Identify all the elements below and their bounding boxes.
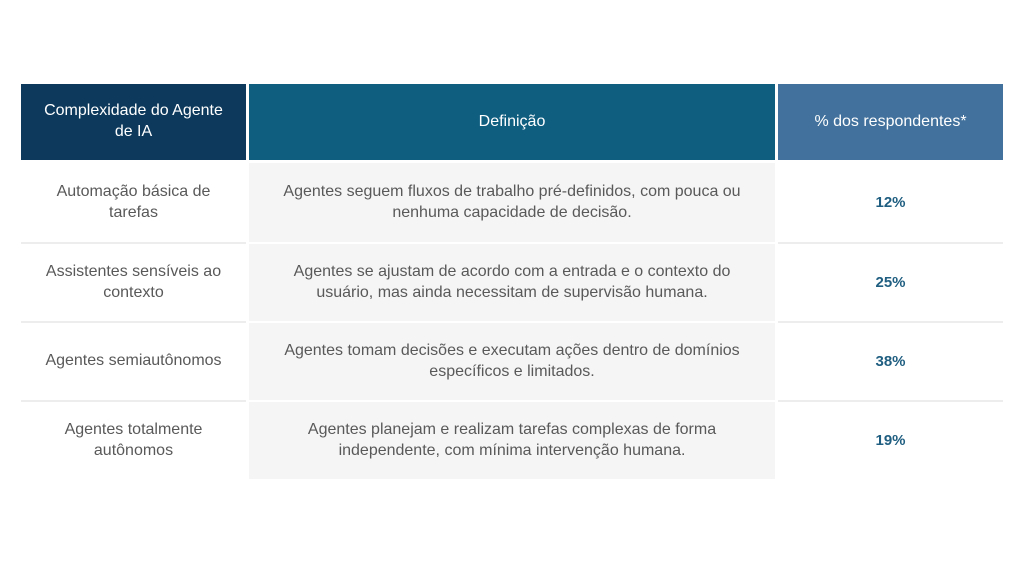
row-3-percent: 38% (875, 352, 906, 370)
column-header-complexity-label: Complexidade do Agente de IA (44, 102, 223, 140)
table-row-4-definition-cell (249, 400, 775, 479)
ai-agent-complexity-table (21, 84, 1003, 479)
table-row-4-percent-cell (778, 400, 1003, 479)
row-3-complexity: Agentes semiautônomos (45, 352, 222, 370)
table-row-2-definition-cell (249, 242, 775, 321)
row-1-complexity: Automação básica de tarefas (56, 182, 211, 221)
row-4-definition: Agentes planejam e realizam tarefas complexas de forma independente, com mínima intervenção humana. (307, 420, 717, 459)
row-1-definition: Agentes seguem fluxos de trabalho pré-definidos, com pouca ou nenhuma capacidade de decisão. (283, 182, 741, 221)
row-2-definition: Agentes se ajustam de acordo com a entrada e o contexto do usuário, mas ainda necessitam de supervisão humana. (293, 262, 731, 301)
table-row-3-complexity-cell (21, 321, 246, 400)
row-3-definition: Agentes tomam decisões e executam ações dentro de domínios específicos e limitados. (284, 341, 740, 380)
column-header-complexity (21, 84, 246, 163)
table-row-2-percent-cell (778, 242, 1003, 321)
column-header-definition-label: Definição (478, 112, 546, 130)
table-row-3-definition-cell (249, 321, 775, 400)
table-row-2-complexity-cell (21, 242, 246, 321)
row-4-complexity: Agentes totalmente autônomos (64, 420, 203, 459)
table-row-4-complexity-cell (21, 400, 246, 479)
column-header-percent-label: % dos respondentes* (814, 112, 967, 130)
row-4-percent: 19% (875, 431, 906, 449)
row-2-percent: 25% (875, 273, 906, 291)
table-row-1-complexity-cell (21, 163, 246, 242)
table-row-1-definition-cell (249, 163, 775, 242)
column-header-definition (249, 84, 775, 163)
column-header-percent (778, 84, 1003, 163)
row-1-percent: 12% (875, 193, 906, 211)
table-row-3-percent-cell (778, 321, 1003, 400)
table-row-1-percent-cell (778, 163, 1003, 242)
row-2-complexity: Assistentes sensíveis ao contexto (45, 262, 222, 301)
